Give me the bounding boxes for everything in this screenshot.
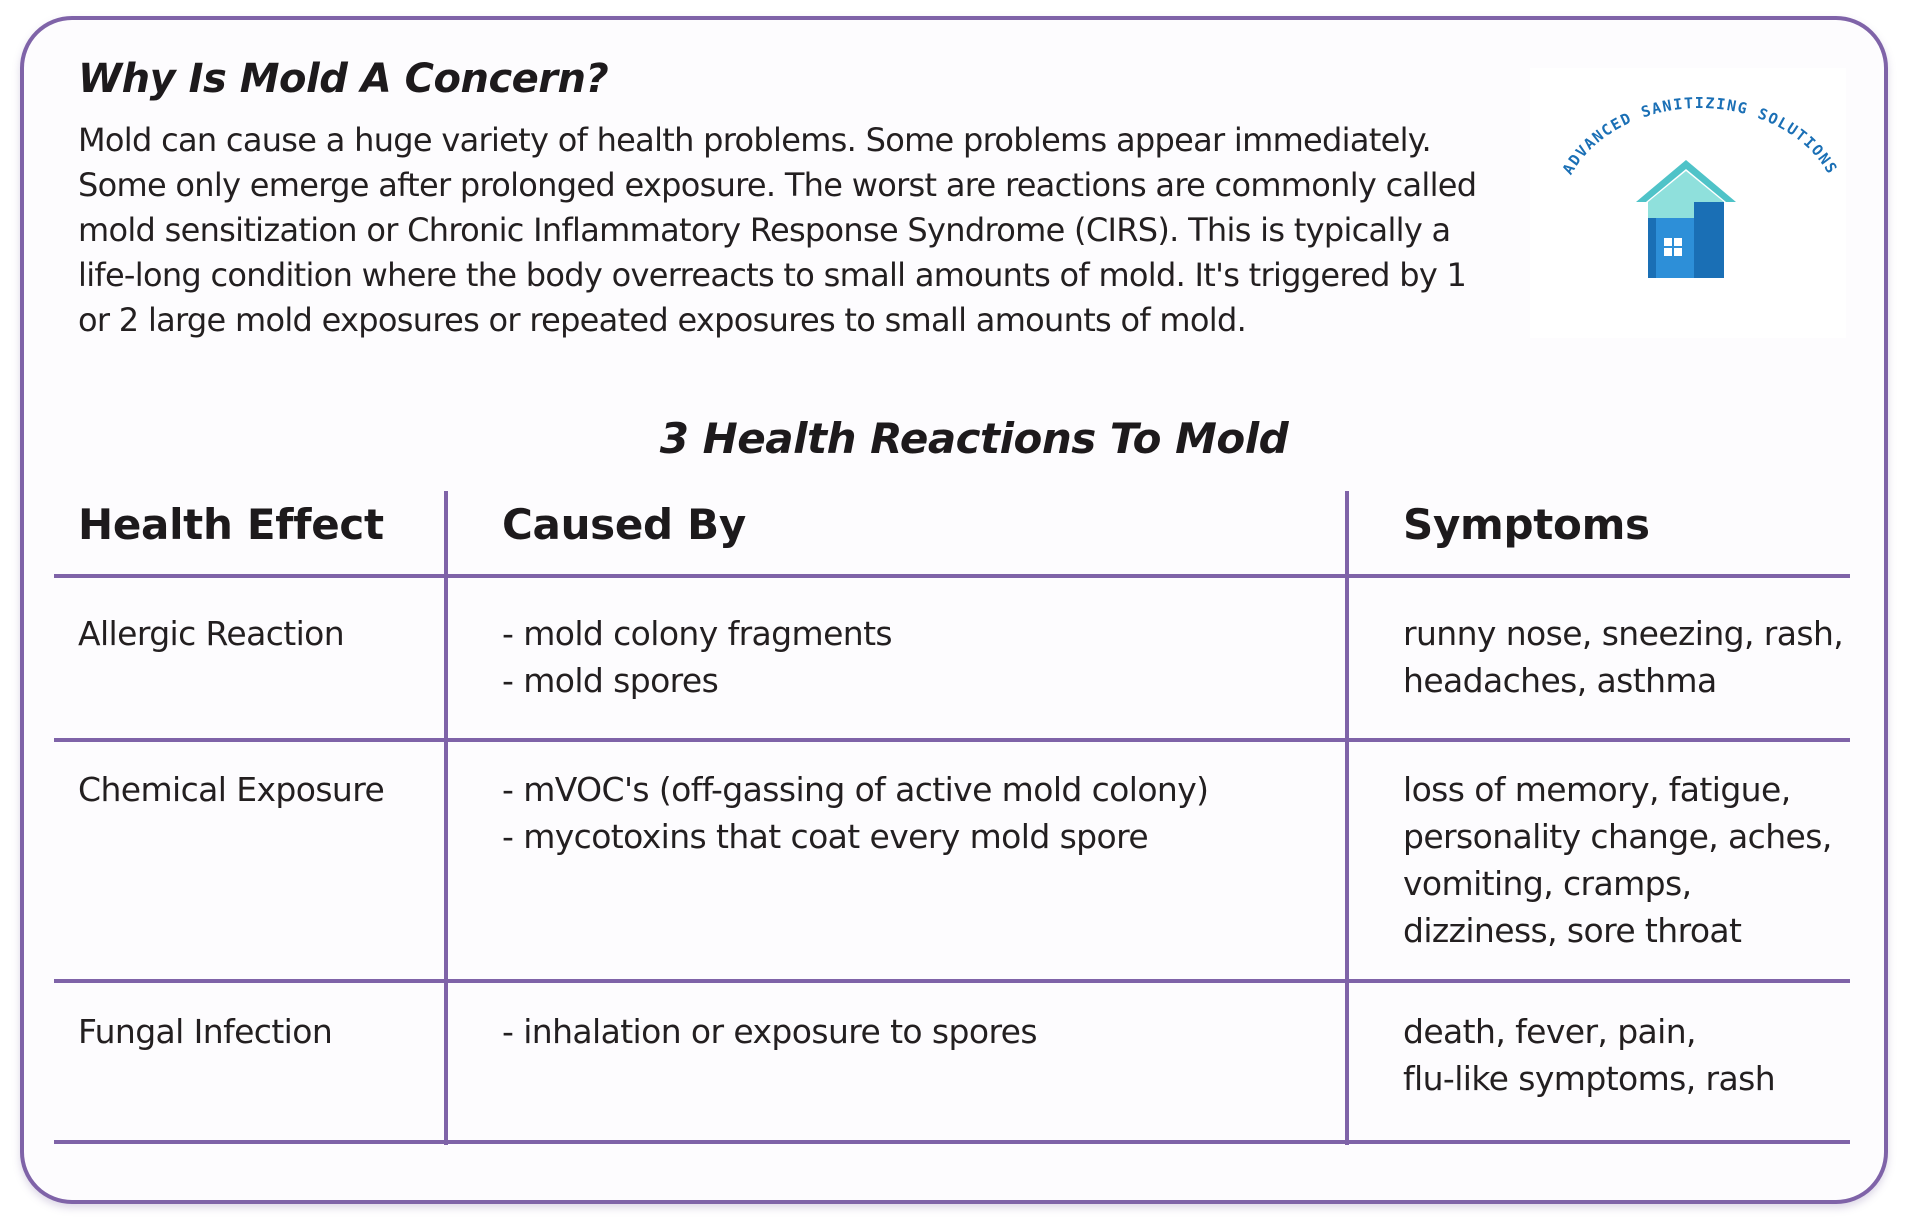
column-divider [444, 491, 448, 1145]
row-chemical-caused-by [502, 766, 1208, 860]
row-allergic-caused-by [502, 610, 892, 704]
caused-by-line: - inhalation or exposure to spores [502, 1012, 1037, 1051]
caused-by-line: - mold spores [502, 661, 719, 700]
symptoms-line: runny nose, sneezing, rash, [1403, 614, 1844, 653]
symptoms-line: vomiting, cramps, [1403, 864, 1692, 903]
row-chemical-effect: Chemical Exposure [78, 770, 385, 809]
info-card [20, 16, 1888, 1204]
intro-paragraph [78, 118, 1538, 343]
caused-by-line: - mold colony fragments [502, 614, 893, 653]
column-divider [1345, 491, 1349, 1145]
row-fungal-symptoms [1403, 1008, 1775, 1102]
svg-text:ADVANCED SANITIZING SOLUTIONS [1559, 94, 1842, 178]
header-symptoms: Symptoms [1403, 500, 1650, 549]
row-divider [54, 738, 1850, 742]
logo-text: ADVANCED SANITIZING SOLUTIONS [1558, 94, 1842, 178]
company-logo [1530, 68, 1846, 338]
row-fungal-caused-by [502, 1008, 1037, 1055]
symptoms-line: flu-like symptoms, rash [1403, 1059, 1776, 1098]
symptoms-line: dizziness, sore throat [1403, 911, 1742, 950]
row-fungal-effect: Fungal Infection [78, 1012, 333, 1051]
intro-line: Some only emerge after prolonged exposure. The worst are reactions are commonly called [78, 166, 1477, 204]
row-chemical-symptoms [1403, 766, 1832, 954]
intro-line: or 2 large mold exposures or repeated exposures to small amounts of mold. [78, 301, 1247, 339]
header-caused-by: Caused By [502, 500, 746, 549]
symptoms-line: loss of memory, fatigue, [1403, 770, 1791, 809]
header-health-effect: Health Effect [78, 500, 384, 549]
row-allergic-effect: Allergic Reaction [78, 614, 345, 653]
house-icon [1636, 160, 1736, 278]
caused-by-line: - mVOC's (off-gassing of active mold colony) [502, 770, 1209, 809]
table-title: 3 Health Reactions To Mold [659, 414, 1289, 463]
caused-by-line: - mycotoxins that coat every mold spore [502, 817, 1149, 856]
intro-line: mold sensitization or Chronic Inflammatory Response Syndrome (CIRS). This is typically a [78, 211, 1451, 249]
page-title: Why Is Mold A Concern? [78, 56, 609, 102]
symptoms-line: personality change, aches, [1403, 817, 1832, 856]
symptoms-line: death, fever, pain, [1403, 1012, 1696, 1051]
intro-line: Mold can cause a huge variety of health problems. Some problems appear immediately. [78, 121, 1431, 159]
row-divider [54, 1140, 1850, 1144]
row-divider [54, 979, 1850, 983]
symptoms-line: headaches, asthma [1403, 661, 1717, 700]
row-divider [54, 574, 1850, 578]
intro-line: life-long condition where the body overreacts to small amounts of mold. It's triggered by 1 [78, 256, 1467, 294]
row-allergic-symptoms [1403, 610, 1843, 704]
